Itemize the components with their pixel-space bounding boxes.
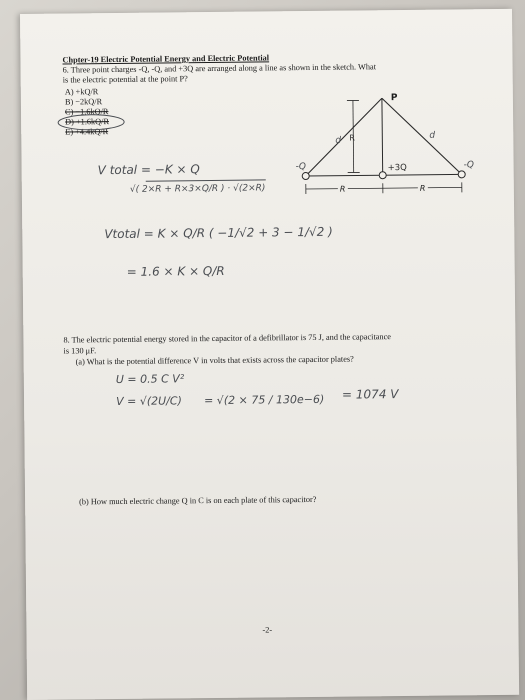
page-number: -2-: [262, 625, 273, 635]
q8-work-line-1: U = 0.5 C V²: [115, 372, 185, 387]
choice-a: A) +kQ/R: [64, 87, 99, 97]
worksheet-page: [20, 9, 519, 700]
height-label: R: [349, 133, 355, 143]
q8-work-line-2a: V = √(2U/C): [115, 394, 182, 409]
point-p-label: P: [390, 93, 398, 104]
q6-fraction-bar: [146, 179, 266, 181]
middle-charge-dot: [379, 172, 386, 179]
question-8a-text: (a) What is the potential difference V in volts that exists across the capacitor plates?: [75, 354, 354, 367]
chapter-title: Chpter-19 Electric Potential Energy and Electric Potential: [62, 53, 270, 65]
right-charge-label: -Q: [463, 160, 475, 171]
choice-d: D) +1.6kQ/R: [65, 117, 110, 127]
question-8-text: 8. The electric potential energy stored in the capacitor of a defibrillator is 75 J, and the capacitance: [63, 332, 391, 345]
slant-right-label: d: [429, 130, 436, 141]
spacing-left-label: R: [339, 184, 346, 194]
question-6-text: 6. Three point charges -Q, -Q, and +3Q are arranged along a line as shown in the sketch. What: [62, 62, 377, 75]
q6-work-line-2: Vtotal = K × Q/R ( −1/√2 + 3 − 1/√2 ): [104, 224, 333, 242]
choice-e: E) +4.4kQ/R: [65, 127, 109, 137]
choice-b: B) −2kQ/R: [64, 97, 103, 107]
charge-diagram: [291, 79, 512, 211]
spacing-right-label: R: [419, 183, 426, 193]
question-8b-text: (b) How much electric change Q in C is on each plate of this capacitor?: [79, 494, 317, 507]
left-charge-dot: [302, 172, 309, 179]
middle-charge-label: +3Q: [387, 162, 407, 174]
slant-left-label: d: [335, 135, 342, 146]
question-8-text-cont: is 130 μF.: [63, 346, 97, 356]
question-6-text-cont: is the electric potential at the point P?: [62, 74, 188, 85]
q8-work-line-2b: = √(2 × 75 / 130e−6): [203, 392, 325, 408]
q6-work-line-1: V total = −K × Q: [97, 162, 200, 178]
selected-answer-circle: [57, 113, 127, 132]
q6-work-line-3: = 1.6 × K × Q/R: [126, 263, 225, 279]
left-charge-label: -Q: [295, 162, 307, 173]
q6-work-denominator: √( 2×R + R×3×Q/R ) · √(2×R): [129, 183, 266, 195]
q8-answer-a: = 1074 V: [341, 387, 399, 402]
right-charge-dot: [458, 171, 465, 178]
choice-c: C) −1.6kQ/R: [64, 107, 109, 117]
